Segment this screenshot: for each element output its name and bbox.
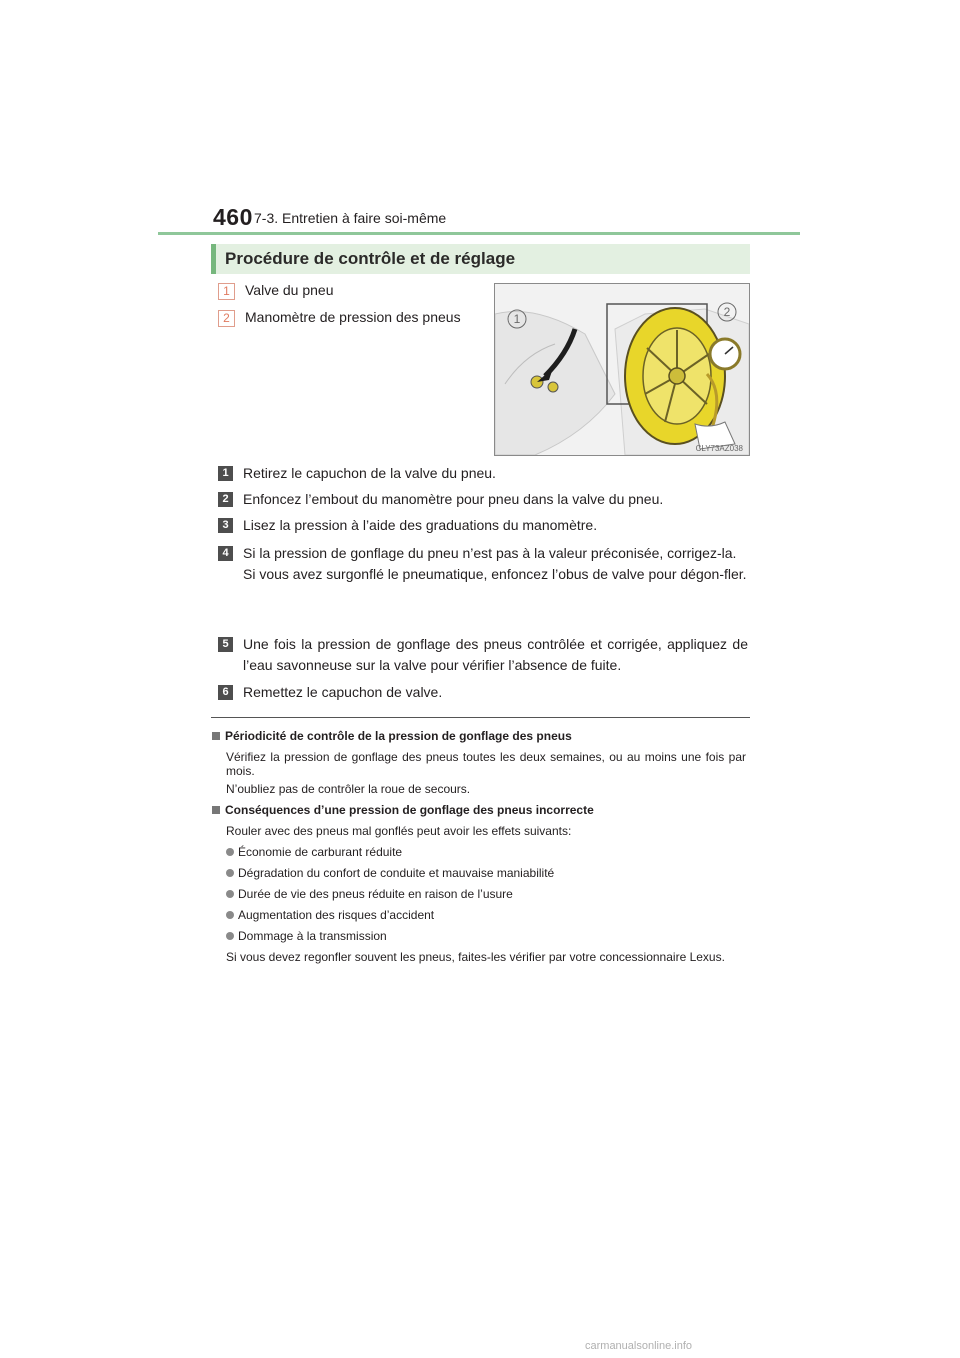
callout-2 bbox=[218, 309, 461, 327]
step-3 bbox=[218, 515, 748, 536]
step-text: Lisez la pression à l’aide des graduations du manomètre. bbox=[243, 517, 598, 533]
note-body: N’oubliez pas de contrôler la roue de secours. bbox=[226, 782, 471, 796]
step-number: 4 bbox=[218, 546, 233, 561]
step-text-continued: Si vous avez surgonflé le pneumatique, enfoncez l’obus de valve pour dégon-fler. bbox=[243, 566, 747, 582]
callout-label: Valve du pneu bbox=[245, 282, 334, 298]
tire-pressure-figure bbox=[494, 283, 750, 456]
list-item: Dommage à la transmission bbox=[226, 929, 387, 943]
step-number: 6 bbox=[218, 685, 233, 700]
list-item: Durée de vie des pneus réduite en raison de l’usure bbox=[226, 887, 513, 901]
bullet-icon bbox=[226, 869, 234, 877]
note-heading-text: Conséquences d’une pression de gonflage des pneus incorrecte bbox=[225, 803, 594, 817]
section-heading bbox=[211, 244, 750, 274]
step-6 bbox=[218, 682, 748, 703]
list-item: Dégradation du confort de conduite et mauvaise maniabilité bbox=[226, 866, 554, 880]
figure-marker-2: 2 bbox=[723, 305, 731, 319]
bullet-icon bbox=[226, 932, 234, 940]
step-text: Si la pression de gonflage du pneu n’est pas à la valeur préconisée, corrigez-la. bbox=[243, 545, 737, 561]
step-text: Une fois la pression de gonflage des pneus contrôlée et corrigée, appliquez de l’eau savonneuse sur la valve pour vérifier l’absence de fuite. bbox=[243, 636, 748, 673]
note-heading-incorrect-pressure bbox=[212, 803, 594, 817]
watermark: carmanualsonline.info bbox=[585, 1340, 693, 1352]
note-body: Si vous devez regonfler souvent les pneus, faites-les vérifier par votre concessionnaire Lexus. bbox=[226, 950, 725, 964]
callout-number: 1 bbox=[218, 283, 235, 300]
page-number: 460 bbox=[213, 204, 253, 230]
callout-number: 2 bbox=[218, 310, 235, 327]
step-1 bbox=[218, 463, 748, 484]
notes-divider bbox=[211, 717, 750, 718]
step-text: Enfoncez l’embout du manomètre pour pneu dans la valve du pneu. bbox=[243, 491, 664, 507]
step-number: 3 bbox=[218, 518, 233, 533]
bullet-icon bbox=[226, 890, 234, 898]
list-item: Augmentation des risques d’accident bbox=[226, 908, 434, 922]
bullet-icon bbox=[226, 911, 234, 919]
step-number: 1 bbox=[218, 466, 233, 481]
step-number: 5 bbox=[218, 637, 233, 652]
tire-gauge-illustration bbox=[495, 284, 749, 455]
note-body: Rouler avec des pneus mal gonflés peut avoir les effets suivants: bbox=[226, 824, 572, 838]
note-heading-text: Périodicité de contrôle de la pression de gonflage des pneus bbox=[225, 729, 572, 743]
figure-code: CLY73AZ038 bbox=[695, 444, 743, 453]
list-item: Économie de carburant réduite bbox=[226, 845, 402, 859]
step-text: Retirez le capuchon de la valve du pneu. bbox=[243, 465, 496, 481]
step-2 bbox=[218, 489, 748, 510]
header-rule bbox=[158, 232, 800, 235]
note-body: Vérifiez la pression de gonflage des pneus toutes les deux semaines, ou au moins une fois par mois. bbox=[226, 750, 746, 778]
note-heading-inspection-interval bbox=[212, 729, 572, 743]
callout-label: Manomètre de pression des pneus bbox=[245, 309, 461, 325]
step-5 bbox=[218, 634, 748, 676]
square-bullet-icon bbox=[212, 732, 220, 740]
callout-1 bbox=[218, 282, 333, 300]
square-bullet-icon bbox=[212, 806, 220, 814]
step-text: Remettez le capuchon de valve. bbox=[243, 684, 443, 700]
section-title: 7-3. Entretien à faire soi-même bbox=[254, 210, 447, 226]
figure-marker-1: 1 bbox=[513, 312, 521, 326]
step-4 bbox=[218, 543, 748, 585]
bullet-icon bbox=[226, 848, 234, 856]
section-heading-text: Procédure de contrôle et de réglage bbox=[225, 249, 516, 268]
step-number: 2 bbox=[218, 492, 233, 507]
